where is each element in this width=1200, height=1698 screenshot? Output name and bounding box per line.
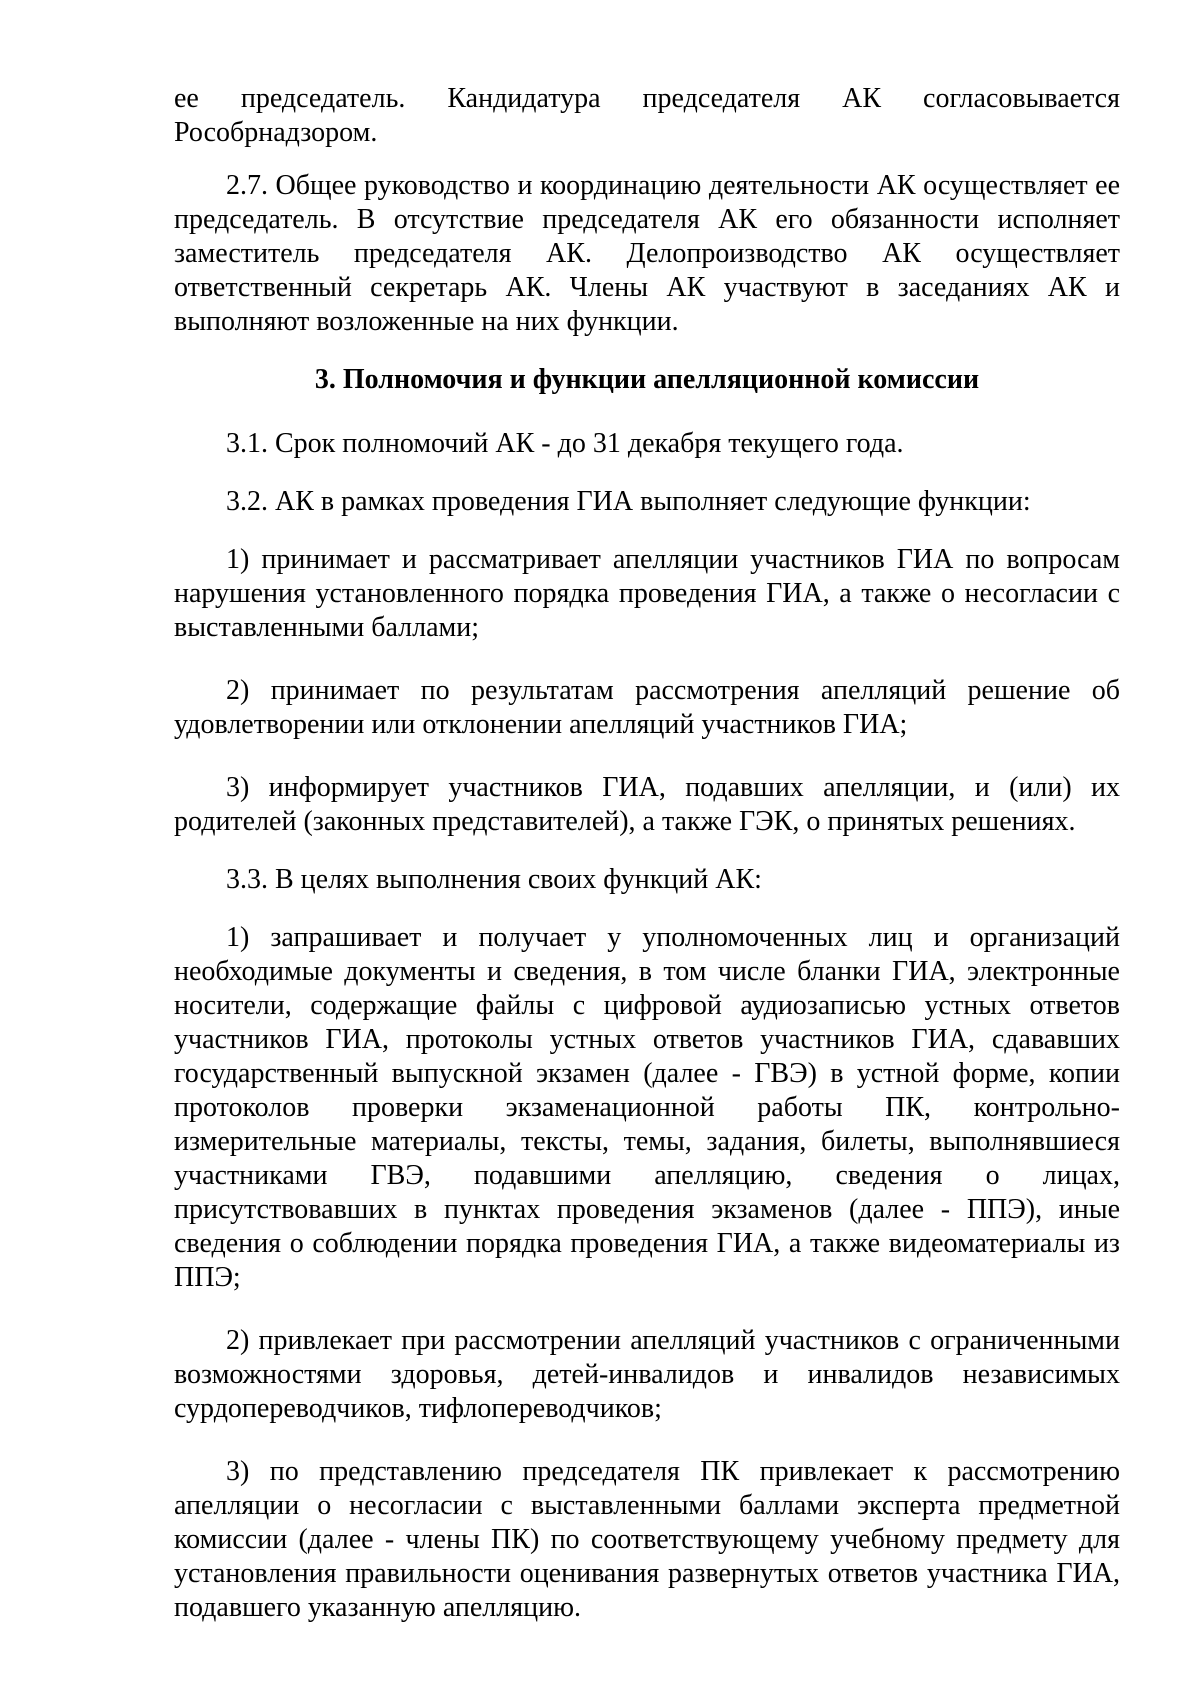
paragraph-2-6-tail: ее председатель. Кандидатура председателя АК согласовывается Рособрнадзором. [174,83,1120,148]
document-page [174,82,1120,1625]
paragraph-3-2-item-3: 3) информирует участников ГИА, подавших апелляции, и (или) их родителей (законных представителей), а также ГЭК, о принятых решениях. [174,772,1120,837]
paragraph-3-2-item-1: 1) принимает и рассматривает апелляции участников ГИА по вопросам нарушения установленного порядка проведения ГИА, а также о несогласии с выставленными баллами; [174,544,1120,643]
paragraph-3-3-item-1: 1) запрашивает и получает у уполномоченных лиц и организаций необходимые документы и сведения, в том числе бланки ГИА, электронные носители, содержащие файлы с цифровой аудиозаписью устных ответов участников ГИА, протоколы устных ответов участников ГИА, сдававших государственный выпускной экзамен (далее - ГВЭ) в устной форме, копии протоколов проверки экзаменационной работы ПК, контрольно-измерительные материалы, тексты, темы, задания, билеты, выполнявшиеся участниками ГВЭ, подавшими апелляцию, сведения о лицах, присутствовавших в пунктах проведения экзаменов (далее - ППЭ), иные сведения о соблюдении порядка проведения ГИА, а также видеоматериалы из ППЭ; [174,922,1120,1293]
paragraph-3-2-item-2: 2) принимает по результатам рассмотрения апелляций решение об удовлетворении или отклонении апелляций участников ГИА; [174,675,1120,740]
paragraph-3-3: 3.3. В целях выполнения своих функций АК: [226,864,762,895]
section-3-heading: 3. Полномочия и функции апелляционной комиссии [314,364,980,395]
paragraph-3-1: 3.1. Срок полномочий АК - до 31 декабря текущего года. [226,428,904,459]
paragraph-3-3-item-3: 3) по представлению председателя ПК привлекает к рассмотрению апелляции о несогласии с выставленными баллами эксперта предметной комиссии (далее - члены ПК) по соответствующему учебному предмету для установления правильности оценивания развернутых ответов участника ГИА, подавшего указанную апелляцию. [174,1456,1120,1623]
paragraph-3-3-item-2: 2) привлекает при рассмотрении апелляций участников с ограниченными возможностями здоровья, детей-инвалидов и инвалидов независимых сурдопереводчиков, тифлопереводчиков; [174,1325,1120,1424]
paragraph-2-7: 2.7. Общее руководство и координацию деятельности АК осуществляет ее председатель. В отсутствие председателя АК его обязанности исполняет заместитель председателя АК. Делопроизводство АК осуществляет ответственный секретарь АК. Члены АК участвуют в заседаниях АК и выполняют возложенные на них функции. [174,170,1120,337]
paragraph-3-2: 3.2. АК в рамках проведения ГИА выполняет следующие функции: [226,486,1031,517]
